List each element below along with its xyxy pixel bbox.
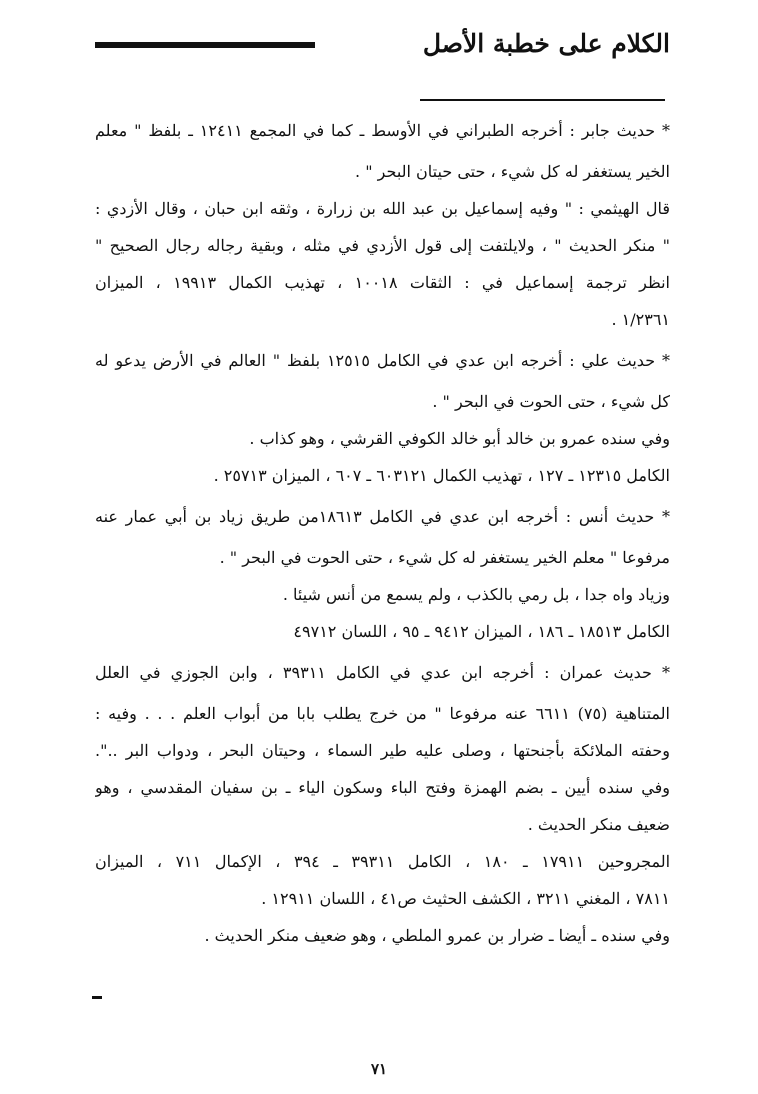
page-number: ٧١ (370, 1060, 388, 1078)
text-line: وفي سنده عمرو بن خالد أبو خالد الكوفي القرشي ، وهو كذاب . (249, 429, 670, 448)
text-line: انظر ترجمة إسماعيل في : الثقات ١٠٠١٨ ، تهذيب الكمال ١٩٩١٣ ، الميزان (95, 273, 670, 292)
text-line: وفي سنده أيين ـ بضم الهمزة وفتح الباء وسكون الياء ـ بن سفيان المقدسي ، وهو (95, 778, 670, 797)
text-line: كل شيء ، حتى الحوت في البحر " . (432, 392, 670, 411)
text-line: ١/٢٣٦١ . (611, 310, 670, 329)
text-line: ٧٨١١ ، المغني ٣٢١١ ، الكشف الحثيث ص٤١ ، اللسان ١٢٩١١ . (261, 889, 670, 908)
text-line: " منكر الحديث " ، ولايلتفت إلى قول الأزدي في مثله ، وبقية رجاله رجال الصحيح " (95, 236, 670, 255)
text-line: * حديث جابر : أخرجه الطبراني في الأوسط ـ كما في المجمع ١٢٤١١ ـ بلفظ " معلم (95, 121, 670, 140)
text-line: الخير يستغفر له كل شيء ، حتى حيتان البحر " . (355, 162, 670, 181)
text-line: * حديث أنس : أخرجه ابن عدي في الكامل ١٨٦١٣من طريق زياد بن أبي عمار عنه (95, 507, 670, 526)
text-line: ضعيف منكر الحديث . (527, 815, 670, 834)
header-rule (95, 42, 315, 48)
text-line: الكامل ١٨٥١٣ ـ ١٨٦ ، الميزان ٩٤١٢ ـ ٩٥ ، اللسان ٤٩٧١٢ (293, 622, 670, 641)
text-line: قال الهيثمي : " وفيه إسماعيل بن عبد الله بن زرارة ، وثقه ابن حبان ، وقال الأزدي : (95, 199, 670, 218)
text-line: المتناهية (٧٥) ٦٦١١ عنه مرفوعا " من خرج يطلب بابا من أبواب العلم . . . وفيه : (95, 704, 670, 723)
text-line: المجروحين ١٧٩١١ ـ ١٨٠ ، الكامل ٣٩٣١١ ـ ٣٩٤ ، الإكمال ٧١١ ، الميزان (95, 852, 670, 871)
text-line: * حديث علي : أخرجه ابن عدي في الكامل ١٢٥١٥ بلفظ " العالم في الأرض يدعو له (95, 351, 670, 370)
running-header (95, 22, 670, 66)
footnote-body (95, 108, 670, 954)
header-title: الكلام على خطبة الأصل (422, 29, 670, 58)
text-line: وفي سنده ـ أيضا ـ ضرار بن عمرو الملطي ، وهو ضعيف منكر الحديث . (204, 926, 670, 945)
footnote-separator (420, 99, 665, 101)
text-line: الكامل ١٢٣١٥ ـ ١٢٧ ، تهذيب الكمال ٦٠٣١٢١ ـ ٦٠٧ ، الميزان ٢٥٧١٣ . (213, 466, 670, 485)
text-line: وحفته الملائكة بأجنحتها ، وصلى عليه طير السماء ، وحيتان البحر ، ودواب البر ..". (95, 741, 670, 760)
text-line: مرفوعا " معلم الخير يستغفر له كل شيء ، حتى الحوت في البحر " . (219, 548, 670, 567)
text-line: وزياد واه جدا ، بل رمي بالكذب ، ولم يسمع من أنس شيئا . (282, 585, 670, 604)
text-line: * حديث عمران : أخرجه ابن عدي في الكامل ٣٩٣١١ ، وابن الجوزي في العلل (95, 663, 670, 682)
end-mark (92, 996, 102, 999)
